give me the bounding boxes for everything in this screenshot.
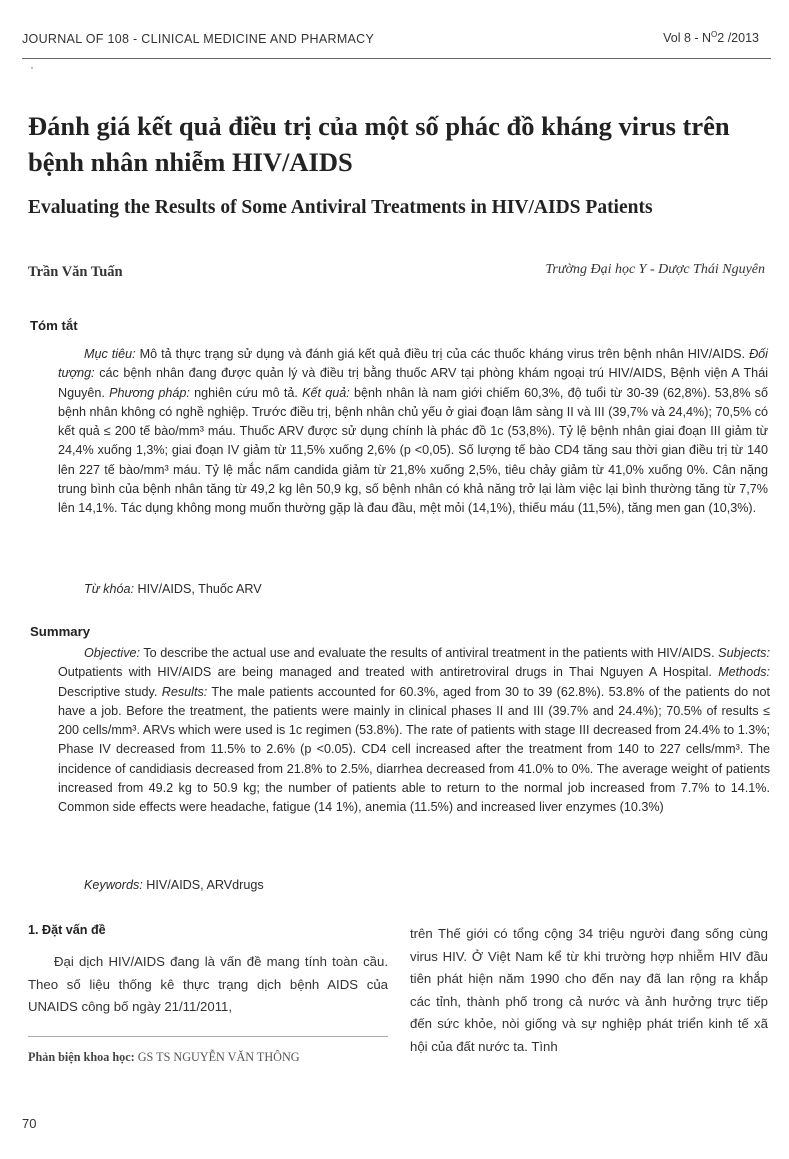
header-dot: ·	[30, 60, 34, 74]
objective-text: To describe the actual use and evaluate the results of antiviral treatment in the patients with HIV/AIDS.	[140, 646, 715, 660]
keywords-text: HIV/AIDS, Thuốc ARV	[133, 582, 262, 596]
volume-suffix: 2 /2013	[717, 31, 759, 46]
page-number: 70	[22, 1116, 37, 1131]
objective-label: Mục tiêu:	[84, 347, 136, 361]
title-english: Evaluating the Results of Some Antiviral Treatments in HIV/AIDS Patients	[28, 197, 653, 218]
results-label: Kết quả:	[297, 385, 350, 400]
body-column-right	[410, 923, 768, 1058]
keywords-en	[84, 878, 264, 892]
methods-label: Methods:	[711, 665, 770, 680]
keywords-text: HIV/AIDS, ARVdrugs	[142, 878, 264, 892]
keywords-label: Keywords:	[84, 878, 143, 892]
footnote-rule	[28, 1036, 388, 1037]
header-rule	[22, 58, 771, 59]
methods-text: nghiên cứu mô tả.	[189, 385, 298, 400]
running-header	[22, 30, 767, 58]
abstract-en-heading: Summary	[30, 624, 91, 639]
author-affiliation: Trường Đại học Y - Dược Thái Nguyên	[545, 262, 765, 277]
section-text-left: Đại dịch HIV/AIDS đang là vấn đề mang tính toàn cầu. Theo số liệu thống kê thực trạng dịch bệnh AIDS của UNAIDS công bố ngày 21/11/2011,	[28, 954, 388, 1014]
reviewer-name: GS TS NGUYỄN VĂN THÔNG	[134, 1050, 300, 1064]
keywords-label: Từ khóa:	[84, 582, 134, 596]
title-vietnamese: Đánh giá kết quả điều trị của một số phác đồ kháng virus trên bệnh nhân nhiễm HIV/AIDS	[28, 111, 730, 177]
volume-superscript: O	[711, 30, 718, 39]
methods-label: Phương pháp:	[104, 385, 190, 400]
results-text: bệnh nhân là nam giới chiếm 60,3%, độ tuổi từ 30-39 (62,8%). 53,8% số bệnh nhân không có nghề nghiệp. Trước điều trị, bệnh nhân chủ yếu ở giai đoạn lâm sàng II và III (39,7% và 24,4%); 70,5% có kết quả ≤ 200 tế bào/mm³ máu. Thuốc ARV được sử dụng chính là phác đồ 1c (53,8%). Tỷ lệ bệnh nhân giai đoạn III giảm từ 24,4% xuống 1,3%; giai đoạn IV giảm từ 11,5% xuống 2,6% (p <0,05). Số lượng tế bào CD4 tăng sau thời gian điều trị từ 140 lên 227 tế bào/mm³ máu. Tỷ lệ mắc nấm candida giảm từ 21,8% xuống 2,5%, tiêu chảy giảm từ 41,0% xuống 0%. Cân nặng trung bình của bệnh nhân tăng từ 49,2 kg lên 50,9 kg, số bệnh nhân có khả năng trở lại làm việc lại bình thường tăng từ 7,7% lên 14,1%. Tác dụng không mong muốn thường gặp là đau đầu, mệt mỏi (14,1%), thiếu máu (11,5%), tăng men gan (10,3%).	[58, 385, 768, 516]
author-name: Trần Văn Tuấn	[28, 264, 123, 280]
subjects-text: Outpatients with HIV/AIDS are being managed and treated with antiretroviral drugs in Thai Nguyen A Hospital.	[58, 665, 712, 680]
abstract-vi-heading: Tóm tắt	[30, 318, 78, 333]
results-text: The male patients accounted for 60.3%, aged from 30 to 39 (62.8%). 53.8% of the patients do not have a job. Before the treatment, the patients were mainly in clinical phases II and III (39.7% and 24.4%); 70.5% of results ≤ 200 cells/mm³. ARVs which were used is 1c regimen (53.8%). The rate of patients with stage III decreased from 24.4% to 1.3%; Phase IV decreased from 11.5% to 2.6% (p <0.05). CD4 cell increased after the treatment from 140 to 227 cells/mm³. The incidence of candidiasis decreased from 21.8% to 2.5%, diarrhea decreased from 41.0% to 0%. The average weight of patients increased from 49.2 kg to 50.9 kg; the number of patients able to return to the normal job increased from 7.7% to 14.1%. Common side effects were headache, fatigue (14 1%), anemia (11.5%) and increased liver enzymes (10.3%)	[58, 684, 771, 815]
reviewer-label: Phản biện khoa học:	[28, 1050, 135, 1064]
abstract-vi-body	[58, 345, 768, 519]
section-text-right: trên Thế giới có tổng cộng 34 triệu người đang sống cùng virus HIV. Ở Việt Nam kể từ khi trường hợp nhiễm HIV đầu tiên phát hiện năm 1990 cho đến nay đã lan rộng ra khắp các tỉnh, thành phố trong cả nước và ảnh hưởng trực tiếp đến sức khỏe, nòi giống và sự nghiệp phát triển kinh tế xã hội của đất nước ta. Tình	[410, 926, 768, 1054]
subjects-text: các bệnh nhân đang được quản lý và điều trị bằng thuốc ARV tại phòng khám ngoại trú HIV/AIDS, Bệnh viện A Thái Nguyên.	[58, 366, 768, 400]
journal-name: JOURNAL OF 108 - CLINICAL MEDICINE AND PHARMACY	[22, 32, 375, 46]
objective-text: Mô tả thực trạng sử dụng và đánh giá kết quả điều trị của các thuốc kháng virus trên bệnh nhân HIV/AIDS.	[135, 347, 746, 361]
subjects-label: Đối tượng:	[58, 347, 768, 381]
objective-label: Objective:	[84, 646, 140, 660]
results-label: Results:	[157, 684, 208, 699]
abstract-en-body	[58, 644, 770, 818]
volume-prefix: Vol 8 - N	[663, 31, 712, 46]
keywords-vi	[84, 582, 262, 596]
subjects-label: Subjects:	[714, 646, 770, 660]
volume-issue	[663, 30, 759, 45]
section-heading: 1. Đặt vấn đề	[28, 923, 106, 937]
body-column-left	[28, 923, 388, 1019]
reviewer-note	[28, 1050, 300, 1065]
methods-text: Descriptive study.	[58, 684, 158, 699]
